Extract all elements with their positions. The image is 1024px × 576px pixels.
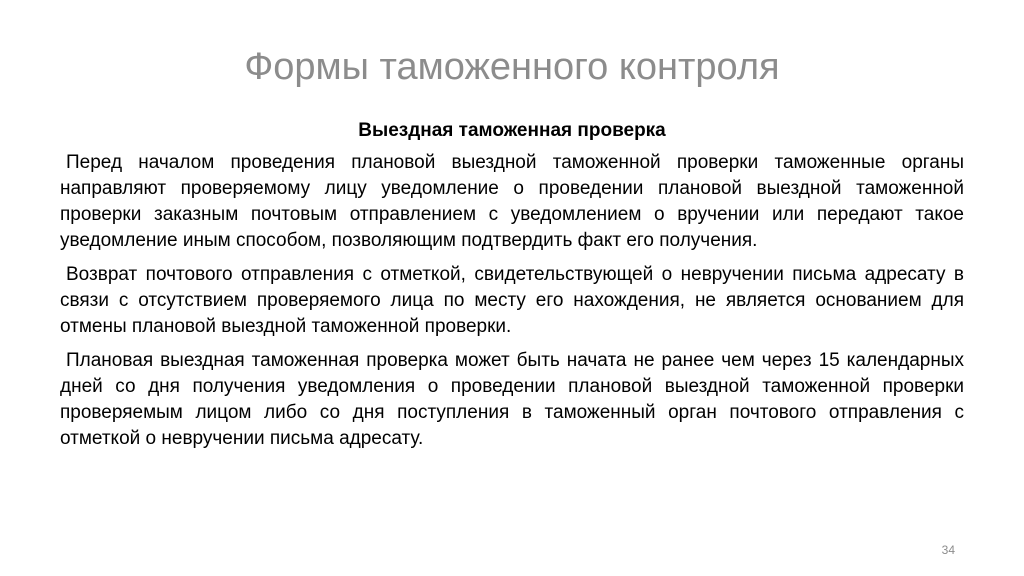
slide-title: Формы таможенного контроля	[244, 46, 780, 88]
paragraph-start-date: Плановая выездная таможенная проверка может быть начата не ранее чем через 15 календарных дней со дня получения уведомления о проведении плановой выездной таможенной проверки проверяемым лицом либо со дня поступления в таможенный орган почтового отправления с отметкой о невручении письма адресату.	[60, 350, 964, 449]
slide-content	[60, 118, 964, 460]
paragraph-notification: Перед началом проведения плановой выездной таможенной проверки таможенные органы направляют проверяемому лицу уведомление о проведении плановой выездной таможенной проверки заказным почтовым отправлением с уведомлением о вручении или передают такое уведомление иным способом, позволяющим подтвердить факт его получения.	[60, 152, 964, 251]
section-subtitle: Выездная таможенная проверка	[358, 120, 666, 141]
page-number: 34	[941, 543, 955, 557]
paragraph-return: Возврат почтового отправления с отметкой, свидетельствующей о невручении письма адресату в связи с отсутствием проверяемого лица по месту его нахождения, не является основанием для отмены плановой выездной таможенной проверки.	[60, 264, 964, 337]
